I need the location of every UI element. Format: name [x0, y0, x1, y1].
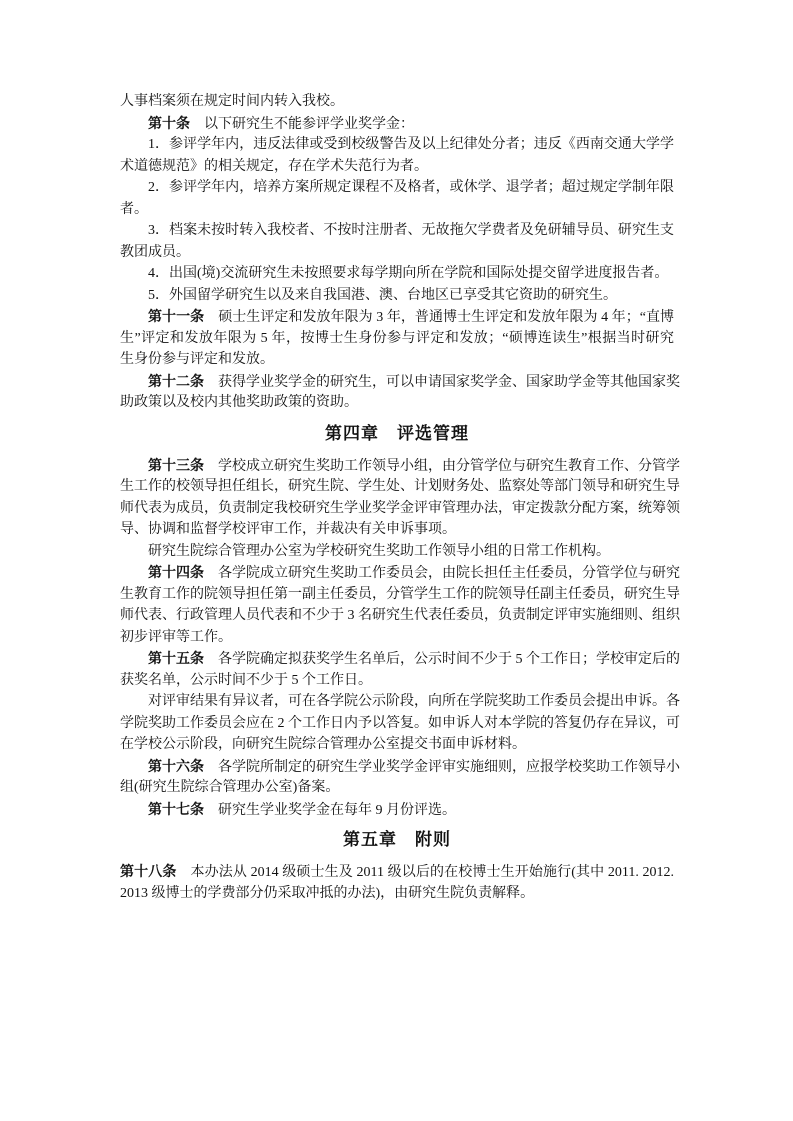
document-body — [120, 91, 680, 904]
line-text: 1．参评学年内，违反法律或受到校级警告及以上纪律处分者；违反《西南交通大学学 — [148, 137, 674, 152]
text-line — [120, 648, 680, 670]
line-text: 组(研究生院综合管理办公室)备案。 — [120, 780, 340, 795]
line-text: 学校成立研究生奖助工作领导小组，由分管学位与研究生教育工作、分管学 — [218, 458, 680, 474]
paragraph — [120, 263, 674, 285]
text-line — [120, 455, 680, 477]
line-text: 学院奖助工作委员会应在 2 个工作日内予以答复。如申诉人对本学院的答复仍存在异议，可 — [120, 715, 680, 731]
text-line — [120, 306, 674, 328]
paragraph — [120, 177, 674, 220]
article-number: 第十三条 — [148, 456, 204, 473]
text-line — [120, 670, 674, 692]
text-line — [120, 861, 674, 883]
article-number: 第十二条 — [148, 372, 204, 389]
paragraph — [120, 91, 674, 113]
text-line — [120, 756, 680, 778]
article-paragraph — [120, 756, 680, 799]
text-line — [120, 734, 674, 756]
text-line — [120, 242, 674, 264]
line-text: 研究生院综合管理办公室为学校研究生奖助工作领导小组的日常工作机构。 — [148, 543, 610, 559]
line-text: 4．出国(境)交流研究生未按照要求每学期向所在学院和国际处提交留学进度报告者。 — [148, 266, 669, 281]
text-line — [120, 883, 674, 905]
line-text: 师代表、行政管理人员代表和不少于 3 名研究生代表任委员，负责制定评审实施细则、组织 — [120, 608, 680, 623]
line-text: 各学院确定拟获奖学生名单后，公示时间不少于 5 个工作日；学校审定后的 — [218, 652, 680, 667]
article-number: 第十八条 — [120, 863, 177, 879]
text-line — [120, 263, 674, 285]
article-number: 第十五条 — [148, 650, 204, 666]
text-line — [120, 199, 674, 221]
line-text: 生工作的校领导担任组长，研究生院、学生处、计划财务处、监察处等部门领导和研究生导 — [120, 479, 680, 494]
line-text: 对评审结果有异议者，可在各学院公示阶段，向所在学院奖助工作委员会提出申诉。各 — [148, 694, 680, 709]
line-text: 本办法从 2014 级硕士生及 2011 级以后的在校博士生开始施行(其中 2011. 2012. — [190, 865, 674, 880]
chapter-heading: 第五章 附则 — [343, 830, 451, 849]
text-line — [120, 220, 674, 242]
text-line — [120, 349, 674, 371]
line-text: 术道德规范》的相关规定，存在学术失范行为者。 — [120, 158, 428, 174]
text-line — [120, 691, 680, 713]
line-text: 各学院成立研究生奖助工作委员会，由院长担任主任委员，分管学位与研究 — [218, 566, 680, 581]
paragraph — [120, 691, 680, 756]
article-paragraph — [120, 648, 680, 691]
text-line — [120, 562, 680, 584]
article-paragraph — [120, 799, 674, 821]
line-text: 各学院所制定的研究生学业奖学金评审实施细则，应报学校奖助工作领导小 — [218, 759, 680, 775]
paragraph — [120, 220, 674, 263]
text-line — [120, 627, 674, 649]
paragraph — [120, 134, 674, 177]
text-line — [120, 476, 680, 498]
line-text: 导、协调和监督学校评审工作，并裁决有关申诉事项。 — [120, 522, 456, 537]
line-text: 获奖名单，公示时间不少于 5 个工作日。 — [120, 672, 372, 688]
line-text: 在学校公示阶段，向研究生院综合管理办公室提交书面申诉材料。 — [120, 737, 526, 752]
text-line — [120, 285, 674, 307]
paragraph — [120, 541, 674, 563]
article-paragraph — [120, 562, 680, 648]
chapter-heading: 第四章 评选管理 — [325, 423, 469, 443]
text-line — [120, 799, 674, 821]
text-line — [120, 777, 674, 799]
line-text: 助政策以及校内其他奖助政策的资助。 — [120, 395, 358, 410]
text-line — [120, 392, 674, 414]
text-line — [120, 371, 680, 393]
text-line — [120, 328, 674, 350]
article-number: 第十一条 — [148, 308, 205, 324]
line-text: 2013 级博士的学费部分仍采取冲抵的办法)，由研究生院负责解释。 — [120, 885, 535, 901]
paragraph — [120, 285, 674, 307]
line-text: 生教育工作的院领导担任第一副主任委员，分管学生工作的院领导任副主任委员，研究生导 — [120, 586, 680, 602]
line-text: 3．档案未按时转入我校者、不按时注册者、无故拖欠学费者及免研辅导员、研究生支 — [148, 223, 674, 238]
text-line — [120, 605, 680, 627]
text-line — [120, 156, 674, 178]
line-text: 者。 — [120, 201, 148, 217]
article-number: 第十条 — [148, 114, 190, 131]
line-text: 获得学业奖学金的研究生，可以申请国家奖学金、国家助学金等其他国家奖 — [218, 374, 680, 390]
article-paragraph — [120, 371, 680, 414]
article-number: 第十六条 — [148, 757, 204, 774]
article-paragraph — [120, 306, 674, 371]
line-text: 硕士生评定和发放年限为 3 年，普通博士生评定和发放年限为 4 年；“直博 — [218, 310, 675, 325]
text-line — [120, 713, 680, 735]
line-text: 以下研究生不能参评学业奖学金： — [204, 116, 414, 132]
line-text: 师代表为成员，负责制定我校研究生学业奖学金评审管理办法，审定拨款分配方案，统筹领 — [120, 500, 680, 516]
article-number: 第十七条 — [148, 800, 204, 817]
text-line — [120, 91, 674, 113]
article-paragraph — [120, 455, 680, 541]
text-line — [120, 113, 674, 135]
line-text: 生”评定和发放年限为 5 年，按博士生身份参与评定和发放；“硕博连读生”根据当时研究 — [120, 330, 674, 346]
text-line — [120, 541, 674, 563]
line-text: 人事档案须在规定时间内转入我校。 — [120, 94, 344, 109]
line-text: 生身份参与评定和发放。 — [120, 352, 274, 367]
text-line — [120, 584, 680, 606]
text-line — [120, 519, 674, 541]
article-number: 第十四条 — [148, 564, 204, 580]
article-paragraph — [120, 113, 674, 135]
text-line — [120, 177, 674, 199]
line-text: 5．外国留学研究生以及来自我国港、澳、台地区已享受其它资助的研究生。 — [148, 287, 617, 303]
article-paragraph — [120, 861, 674, 904]
text-line — [120, 134, 674, 156]
line-text: 研究生学业奖学金在每年 9 月份评选。 — [218, 802, 456, 818]
line-text: 2．参评学年内，培养方案所规定课程不及格者，或休学、退学者；超过规定学制年限 — [148, 180, 674, 195]
text-line — [120, 498, 680, 520]
line-text: 教团成员。 — [120, 244, 190, 260]
line-text: 初步评审等工作。 — [120, 629, 232, 645]
